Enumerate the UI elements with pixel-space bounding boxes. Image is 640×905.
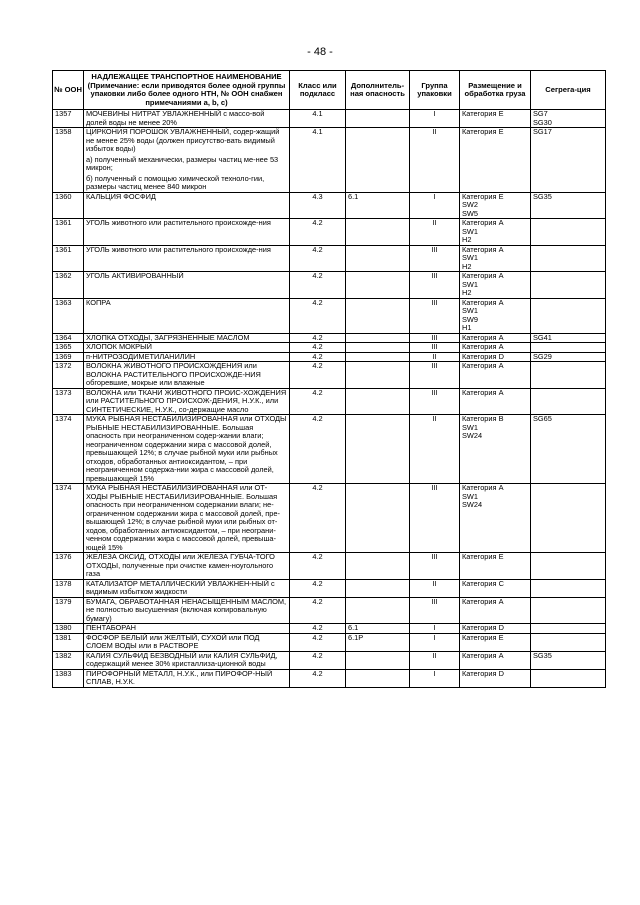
un-number-cell: 1358 [53,128,84,193]
class-cell: 4.2 [290,633,346,651]
packing-group-cell: III [410,245,460,272]
segregation-cell [531,651,606,669]
shipping-name-cell-line: УГОЛЬ АКТИВИРОВАННЫЙ [86,271,184,281]
stowage-cell-line: Категория A [462,650,504,660]
un-number-cell: 1374 [53,484,84,553]
stowage-cell-line: Категория D [462,623,504,633]
subsidiary-risk-cell [346,579,410,597]
stowage-cell-line: SW24 [462,431,483,441]
class-cell: 4.2 [290,579,346,597]
stowage-cell-line: SW1 [462,306,479,316]
shipping-name-cell [84,298,290,333]
table-header-row [53,71,606,110]
stowage-cell [460,343,531,353]
shipping-name-cell [84,669,290,687]
class-cell: 4.2 [290,352,346,362]
stowage-cell [460,553,531,580]
un-number-cell: 1357 [53,110,84,128]
subsidiary-risk-cell [346,352,410,362]
shipping-name-cell [84,219,290,246]
segregation-cell-line: SG29 [533,351,552,361]
un-number-cell: 1379 [53,597,84,624]
segregation-cell [531,219,606,246]
shipping-name-cell-line: УГОЛЬ животного или растительного происхожде-ния [86,218,271,228]
stowage-cell [460,128,531,193]
stowage-cell [460,579,531,597]
shipping-name-cell [84,415,290,484]
shipping-name-cell-line: МОЧЕВИНЫ НИТРАТ УВЛАЖНЕННЫЙ с массо-вой долей воды не менее 20% [86,109,265,127]
segregation-cell-line: SG35 [533,191,552,201]
class-cell: 4.2 [290,553,346,580]
stowage-cell-line: Категория E [462,109,504,119]
segregation-cell [531,272,606,299]
stowage-cell-line: H2 [462,261,472,271]
stowage-cell [460,633,531,651]
header-un-number: № ООН [53,71,84,110]
shipping-name-cell [84,272,290,299]
subsidiary-risk-cell [346,343,410,353]
un-number-cell: 1380 [53,624,84,634]
shipping-name-cell-line: МУКА РЫБНАЯ НЕСТАБИЛИЗИРОВАННАЯ или ОТ-ХОДЫ РЫБНЫЕ НЕСТАБИЛИЗИРОВАННЫЕ. Большая опасность при неограниченном содержании влаги; не-ограниченном содержании жира с массовой долей, пре-вышающей 12%; в случае рыбной муки или рыбных от-ходов, обработанных антиоксидантом, – при неограни-ченном содержании жира с массовой долей, превыша-ющей 15% [86,483,280,552]
class-cell: 4.2 [290,651,346,669]
table-row [53,245,606,272]
shipping-name-cell [84,624,290,634]
stowage-cell [460,669,531,687]
table-row [53,597,606,624]
segregation-cell [531,388,606,415]
stowage-cell-line: SW9 [462,314,479,324]
stowage-cell [460,624,531,634]
stowage-cell-line: Категория A [462,297,504,307]
stowage-cell [460,219,531,246]
un-number-cell: 1362 [53,272,84,299]
table-row [53,343,606,353]
packing-group-cell: III [410,388,460,415]
segregation-cell [531,597,606,624]
shipping-name-cell [84,484,290,553]
segregation-cell [531,633,606,651]
shipping-name-cell-line: ПЕНТАБОРАН [86,623,136,633]
un-number-cell: 1378 [53,579,84,597]
un-number-cell: 1372 [53,362,84,389]
packing-group-cell: III [410,343,460,353]
segregation-cell-line: SG65 [533,414,552,424]
subsidiary-risk-cell [346,484,410,553]
packing-group-cell: II [410,415,460,484]
shipping-name-cell [84,245,290,272]
class-cell: 4.1 [290,110,346,128]
stowage-cell-line: Категория A [462,361,504,371]
subsidiary-risk-cell: 6.1 [346,192,410,219]
stowage-cell-line: H1 [462,323,472,333]
segregation-cell [531,362,606,389]
segregation-cell-line: SG17 [533,127,552,137]
class-cell: 4.2 [290,669,346,687]
packing-group-cell: III [410,298,460,333]
stowage-cell-line: SW1 [462,279,479,289]
class-cell: 4.2 [290,298,346,333]
packing-group-cell: III [410,553,460,580]
packing-group-cell: III [410,484,460,553]
stowage-cell [460,245,531,272]
segregation-cell [531,579,606,597]
un-number-cell: 1363 [53,298,84,333]
segregation-cell [531,110,606,128]
un-number-cell: 1360 [53,192,84,219]
un-number-cell: 1369 [53,352,84,362]
header-class: Класс или подкласс [290,71,346,110]
subsidiary-risk-cell [346,597,410,624]
subsidiary-risk-cell: 6.1P [346,633,410,651]
class-cell: 4.2 [290,272,346,299]
table-row [53,388,606,415]
class-cell: 4.2 [290,484,346,553]
subsidiary-risk-cell [346,333,410,343]
table-row [53,553,606,580]
segregation-cell [531,669,606,687]
stowage-cell-line: H2 [462,288,472,298]
shipping-name-cell [84,388,290,415]
stowage-cell-line: Категория E [462,191,504,201]
stowage-cell-line: Категория A [462,483,504,493]
stowage-cell-line: Категория E [462,632,504,642]
packing-group-cell: III [410,597,460,624]
shipping-name-cell-line: ЖЕЛЕЗА ОКСИД, ОТХОДЫ или ЖЕЛЕЗА ГУБЧА-ТОГО ОТХОДЫ, полученные при очистке камен-ноугольного газа [86,552,275,579]
shipping-name-cell-line: ХЛОПКА ОТХОДЫ, ЗАГРЯЗНЕННЫЕ МАСЛОМ [86,332,250,342]
shipping-name-cell-line: УГОЛЬ животного или растительного происхожде-ния [86,244,271,254]
stowage-cell-line: H2 [462,235,472,245]
shipping-name-cell [84,192,290,219]
header-subsidiary-risk: Дополнитель-ная опасность [346,71,410,110]
shipping-name-cell [84,128,290,193]
stowage-cell-line: Категория A [462,332,504,342]
subsidiary-risk-cell [346,553,410,580]
subsidiary-risk-cell [346,128,410,193]
un-number-cell: 1381 [53,633,84,651]
packing-group-cell: II [410,579,460,597]
packing-group-cell: II [410,651,460,669]
shipping-name-cell [84,343,290,353]
table-body [53,110,606,688]
shipping-name-cell-line: б) полученный с помощью химической техноло-гии, размеры частиц менее 840 микрон [86,173,265,192]
table-row [53,219,606,246]
un-number-cell: 1382 [53,651,84,669]
shipping-name-cell-line: ПИРОФОРНЫЙ МЕТАЛЛ, Н.У.К., или ПИРОФОР-НЫЙ СПЛАВ, Н.У.К. [86,668,273,687]
segregation-cell-line: SG30 [533,117,552,127]
shipping-name-cell [84,553,290,580]
subsidiary-risk-cell [346,272,410,299]
stowage-cell-line: Категория D [462,351,504,361]
segregation-cell [531,245,606,272]
subsidiary-risk-cell [346,669,410,687]
packing-group-cell: III [410,362,460,389]
subsidiary-risk-cell: 6.1 [346,624,410,634]
shipping-name-cell-line: ВОЛОКНА ЖИВОТНОГО ПРОИСХОЖДЕНИЯ или ВОЛОКНА РАСТИТЕЛЬНОГО ПРОИСХОЖДЕ-НИЯ обгоревшие, мокрые или влажные [86,361,261,388]
class-cell: 4.2 [290,415,346,484]
stowage-cell-line: Категория E [462,127,504,137]
shipping-name-cell [84,110,290,128]
subsidiary-risk-cell [346,362,410,389]
segregation-cell [531,128,606,193]
stowage-cell-line: Категория D [462,668,504,678]
segregation-cell-line: SG41 [533,332,552,342]
stowage-cell [460,110,531,128]
subsidiary-risk-cell [346,110,410,128]
un-number-cell: 1376 [53,553,84,580]
table-row [53,272,606,299]
stowage-cell [460,362,531,389]
table-row [53,192,606,219]
packing-group-cell: I [410,192,460,219]
stowage-cell-line: Категория A [462,244,504,254]
stowage-cell-line: Категория A [462,342,504,352]
stowage-cell [460,415,531,484]
header-stowage: Размещение и обработка груза [460,71,531,110]
subsidiary-risk-cell [346,219,410,246]
class-cell: 4.2 [290,362,346,389]
header-segregation: Сегрега-ция [531,71,606,110]
shipping-name-cell-line: ВОЛОКНА или ТКАНИ ЖИВОТНОГО ПРОИС-ХОЖДЕНИЯ или РАСТИТЕЛЬНОГО ПРОИСХОЖ-ДЕНИЯ, Н.У.К., или СИНТЕТИЧЕСКИЕ, Н.У.К., со-держащие масло [86,387,287,414]
class-cell: 4.2 [290,245,346,272]
shipping-name-cell-line: ХЛОПОК МОКРЫЙ [86,342,152,352]
shipping-name-cell [84,579,290,597]
stowage-cell [460,298,531,333]
stowage-cell [460,388,531,415]
packing-group-cell: II [410,352,460,362]
stowage-cell-line: Категория A [462,596,504,606]
packing-group-cell: I [410,624,460,634]
class-cell: 4.2 [290,624,346,634]
un-number-cell: 1373 [53,388,84,415]
page-number: - 48 - [307,46,333,58]
stowage-cell-line: SW24 [462,500,483,510]
packing-group-cell: II [410,219,460,246]
shipping-name-cell-line: КАТАЛИЗАТОР МЕТАЛЛИЧЕСКИЙ УВЛАЖНЕН-НЫЙ с видимым избытком жидкости [86,578,275,597]
packing-group-cell: II [410,128,460,193]
subsidiary-risk-cell [346,651,410,669]
stowage-cell-line: SW1 [462,253,479,263]
table-row [53,624,606,634]
segregation-cell [531,192,606,219]
shipping-name-cell-line: п-НИТРОЗОДИМЕТИЛАНИЛИН [86,351,196,361]
subsidiary-risk-cell [346,388,410,415]
shipping-name-cell [84,362,290,389]
segregation-cell [531,553,606,580]
segregation-cell [531,352,606,362]
segregation-cell [531,415,606,484]
table-row [53,415,606,484]
shipping-name-cell-line: a) полученный механически, размеры частиц ме-нее 53 микрон; [86,154,279,173]
segregation-cell [531,298,606,333]
stowage-cell-line: Категория A [462,271,504,281]
table-row [53,110,606,128]
segregation-cell [531,484,606,553]
stowage-cell-line: Категория E [462,552,504,562]
class-cell: 4.2 [290,388,346,415]
class-cell: 4.2 [290,597,346,624]
shipping-name-cell [84,633,290,651]
packing-group-cell: III [410,272,460,299]
segregation-cell [531,343,606,353]
packing-group-cell: I [410,110,460,128]
table-row [53,298,606,333]
class-cell: 4.2 [290,333,346,343]
stowage-cell-line: SW2 [462,200,479,210]
table-row [53,362,606,389]
class-cell: 4.1 [290,128,346,193]
stowage-cell [460,651,531,669]
subsidiary-risk-cell [346,298,410,333]
shipping-name-cell-line: КОПРА [86,297,111,307]
segregation-cell-line: SG7 [533,109,548,119]
segregation-cell-line: SG35 [533,650,552,660]
stowage-cell [460,597,531,624]
shipping-name-cell [84,597,290,624]
class-cell: 4.2 [290,343,346,353]
packing-group-cell: I [410,669,460,687]
stowage-cell-line: Категория A [462,387,504,397]
table-row [53,669,606,687]
dangerous-goods-table [52,70,606,688]
packing-group-cell: III [410,333,460,343]
un-number-cell: 1361 [53,245,84,272]
header-shipping-name: НАДЛЕЖАЩЕЕ ТРАНСПОРТНОЕ НАИМЕНОВАНИЕ (Примечание: если приводятся более одной группы упаковки либо более одного НТН, № ООН снабжен примечаниями a, b, c) [84,71,290,110]
stowage-cell-line: SW1 [462,422,479,432]
header-packing-group: Группа упаковки [410,71,460,110]
stowage-cell [460,272,531,299]
shipping-name-cell-line: ФОСФОР БЕЛЫЙ или ЖЕЛТЫЙ, СУХОЙ или ПОД СЛОЕМ ВОДЫ или в РАСТВОРЕ [86,632,260,651]
class-cell: 4.2 [290,219,346,246]
un-number-cell: 1374 [53,415,84,484]
segregation-cell [531,624,606,634]
shipping-name-cell-line: ЦИРКОНИЯ ПОРОШОК УВЛАЖНЕННЫЙ, содер-жащий не менее 25% воды (должен присутство-вать видимый избыток воды) [86,127,280,154]
subsidiary-risk-cell [346,415,410,484]
shipping-name-cell-line: БУМАГА, ОБРАБОТАННАЯ НЕНАСЫЩЕННЫМ МАСЛОМ, не полностью высушенная (включая копировальную бумагу) [86,596,287,623]
packing-group-cell: I [410,633,460,651]
table-row [53,633,606,651]
stowage-cell-line: Категория B [462,414,504,424]
table-row [53,579,606,597]
un-number-cell: 1383 [53,669,84,687]
stowage-cell-line: SW1 [462,226,479,236]
shipping-name-cell-line: МУКА РЫБНАЯ НЕСТАБИЛИЗИРОВАННАЯ или ОТХОДЫ РЫБНЫЕ НЕСТАБИЛИЗИРОВАННЫЕ. Большая опасность при неограниченном содер-жании влаги; неограниченном содержании жира с массовой долей, превышающей 12%; в случае рыбной муки или рыбных отходов, обработанных антиоксидантом, – при неограниченном содержа-нии жира с массовой долей, превышающей 15% [86,414,287,483]
subsidiary-risk-cell [346,245,410,272]
un-number-cell: 1361 [53,219,84,246]
shipping-name-cell-line: КАЛИЯ СУЛЬФИД БЕЗВОДНЫЙ или КАЛИЯ СУЛЬФИД, содержащий менее 30% кристаллиза-ционной воды [86,650,278,669]
shipping-name-cell-line: КАЛЬЦИЯ ФОСФИД [86,191,156,201]
shipping-name-cell [84,651,290,669]
stowage-cell [460,192,531,219]
stowage-cell-line: Категория A [462,218,504,228]
table-row [53,484,606,553]
class-cell: 4.3 [290,192,346,219]
un-number-cell: 1365 [53,343,84,353]
stowage-cell-line: SW5 [462,208,479,218]
stowage-cell [460,484,531,553]
table-row [53,651,606,669]
table-row [53,128,606,193]
stowage-cell-line: Категория C [462,578,504,588]
stowage-cell-line: SW1 [462,491,479,501]
segregation-cell [531,333,606,343]
un-number-cell: 1364 [53,333,84,343]
